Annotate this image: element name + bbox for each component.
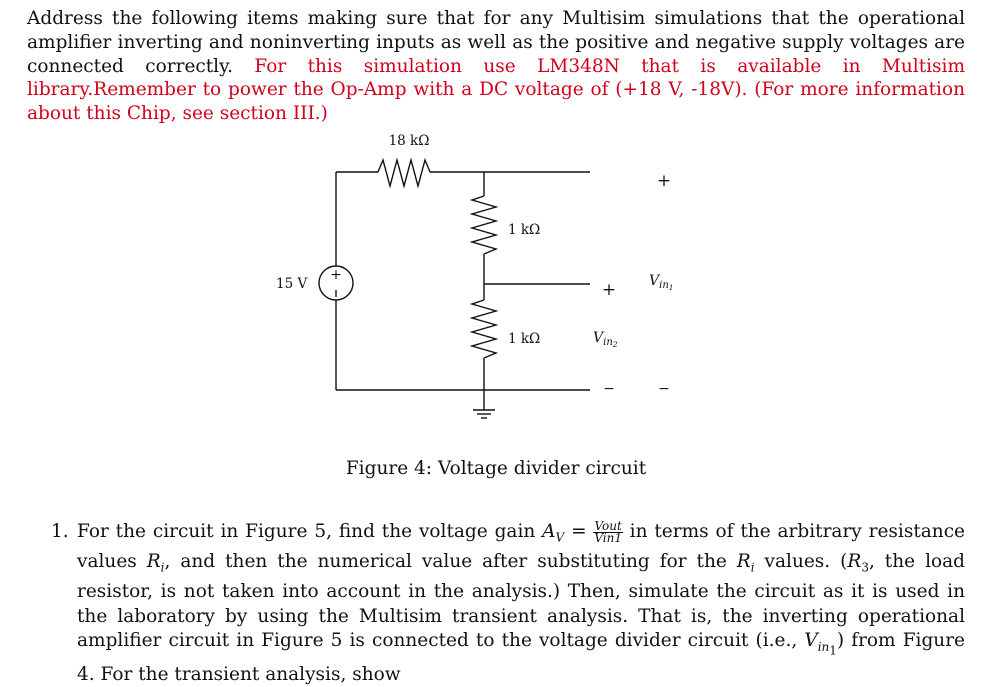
item-body: For the circuit in Figure 5, find the voltage gain $A_V$ = $\frac{\text{Vout}}{\text{Vin1}}$ in terms of the arbitrary resistance values $R_i$, and then the numerical value after substituting for the $R_i$ values. ($R_3$, the load resistor, is not taken into account in the analysis.) Then, simulate the circuit as it is used in the laboratory by using the Multisim transient analysis. That is, the inverting operational amplifier circuit in Figure 5 is connected to the voltage divider circuit (i.e., $V_{in_1}$) from Figure 4. For the transient analysis, show xyxy=(77,518,966,685)
resistor-18k xyxy=(378,160,430,186)
vin1-label: $V_{in}1$ xyxy=(649,273,674,292)
gain-fraction: $\frac{\text{Vout}}{\text{Vin1}}$ xyxy=(594,518,622,545)
label-source: 15 V xyxy=(276,276,308,292)
vin2-label: $V_{in}2$ xyxy=(593,330,618,349)
intro-red-text: For this simulation use LM348N that is available in Multisim library.Remember to power the Op-Amp with a DC voltage of (+18 V, -18V). (For more information about this Chip, see section III.) xyxy=(27,55,965,125)
intro-text: Address the following items making sure that for any Multisim simulations that the operational amplifier inverting and noninverting inputs as well as the positive and negative supply voltages are connected correctly. xyxy=(27,8,965,77)
vin2-plus: + xyxy=(601,280,617,300)
source-plus: + xyxy=(330,267,342,283)
vin1-minus: − xyxy=(658,381,670,397)
label-r-top: 18 kΩ xyxy=(388,133,430,149)
vin1-plus: + xyxy=(656,171,672,191)
vin2-minus: − xyxy=(603,381,615,397)
label-r-lower: 1 kΩ xyxy=(508,331,541,347)
resistor-1k-lower xyxy=(472,300,496,358)
figure-caption: Figure 4: Voltage divider circuit xyxy=(345,458,647,479)
resistor-1k-upper xyxy=(472,196,496,254)
list-item-1 xyxy=(51,520,965,687)
item-number: 1. xyxy=(51,521,69,542)
label-r-upper: 1 kΩ xyxy=(508,222,541,238)
